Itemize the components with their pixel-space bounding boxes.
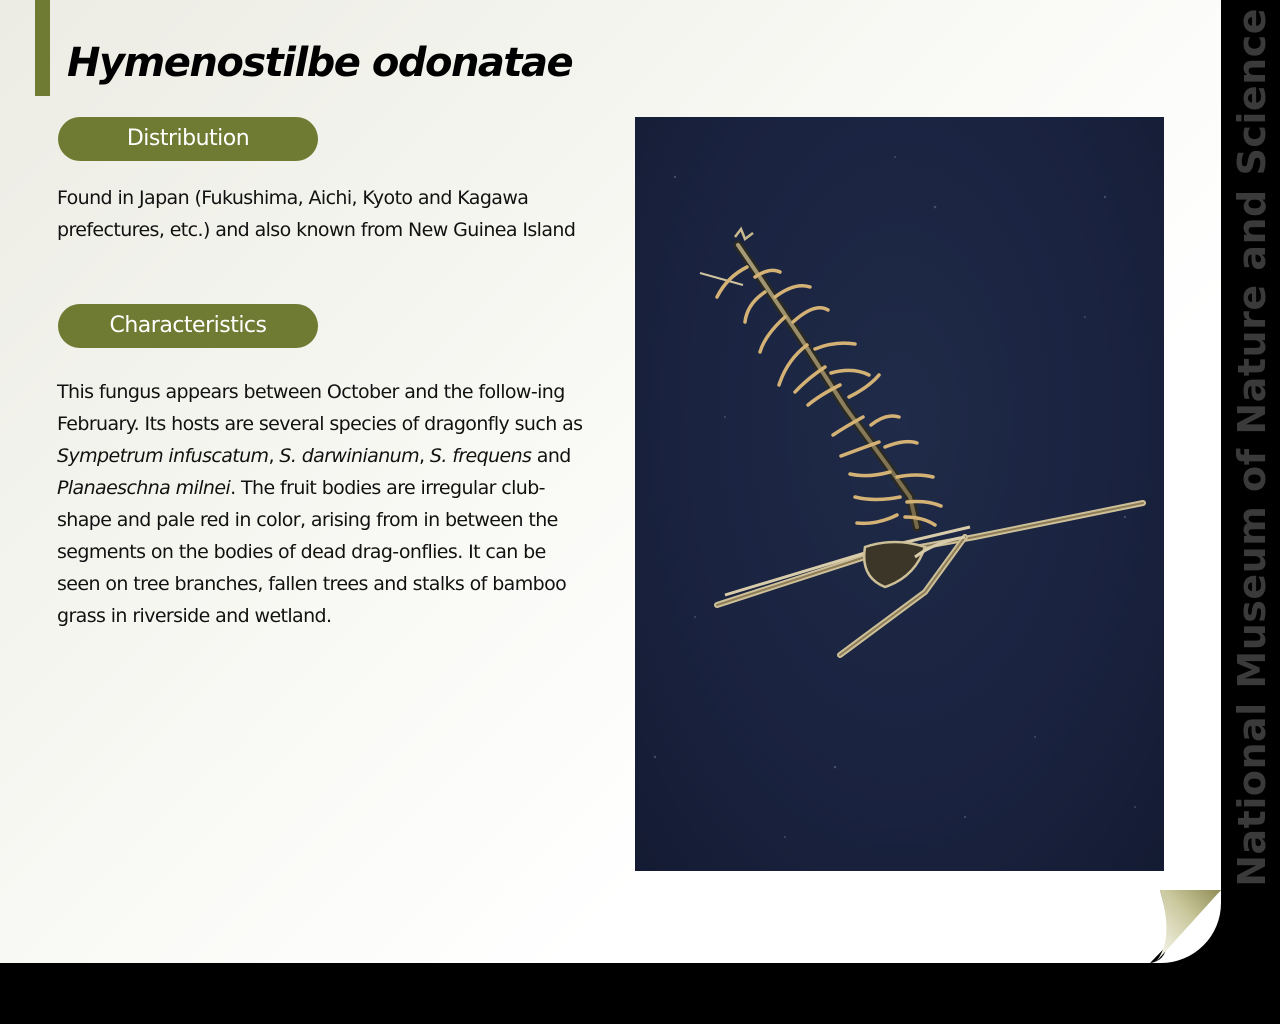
page-title: Hymenostilbe odonatae [67,40,573,86]
species-name-planaeschna-milnei: Planaeschna milnei [57,477,231,499]
characteristics-text [57,376,592,632]
specimen-photo [635,117,1164,871]
characteristics-text-part: This fungus appears between October and the follow-ing February. Its hosts are several species of dragonfly such as [57,381,583,435]
museum-name-sidebar [1230,8,1274,887]
dragonfly-wings [717,503,1143,655]
species-name-sympetrum-infuscatum: Sympetrum infuscatum [57,445,269,467]
species-name-s-frequens: S. frequens [429,445,532,467]
page-curl-corner [1120,860,1221,963]
dragonfly-fungus-illustration [635,117,1164,871]
characteristics-text-part: and [531,445,571,467]
characteristics-heading: Characteristics [58,304,318,348]
title-accent-bar [35,0,50,96]
distribution-text: Found in Japan (Fukushima, Aichi, Kyoto and Kagawa prefectures, etc.) and also known from New Guinea Island [57,187,576,241]
distribution-heading: Distribution [58,117,318,161]
museum-name-text: National Museum of Nature and Science [1230,8,1274,887]
characteristics-text-part: , [268,445,280,467]
characteristics-text-part: . The fruit bodies are irregular club-shape and pale red in color, arising from in between the segments on the bodies of dead drag-onflies. It can be seen on tree branches, fallen trees and stalks of bamboo grass in riverside and wetland. [57,477,567,627]
species-name-s-darwinianum: S. darwinianum [279,445,419,467]
characteristics-text-part: , [419,445,430,467]
